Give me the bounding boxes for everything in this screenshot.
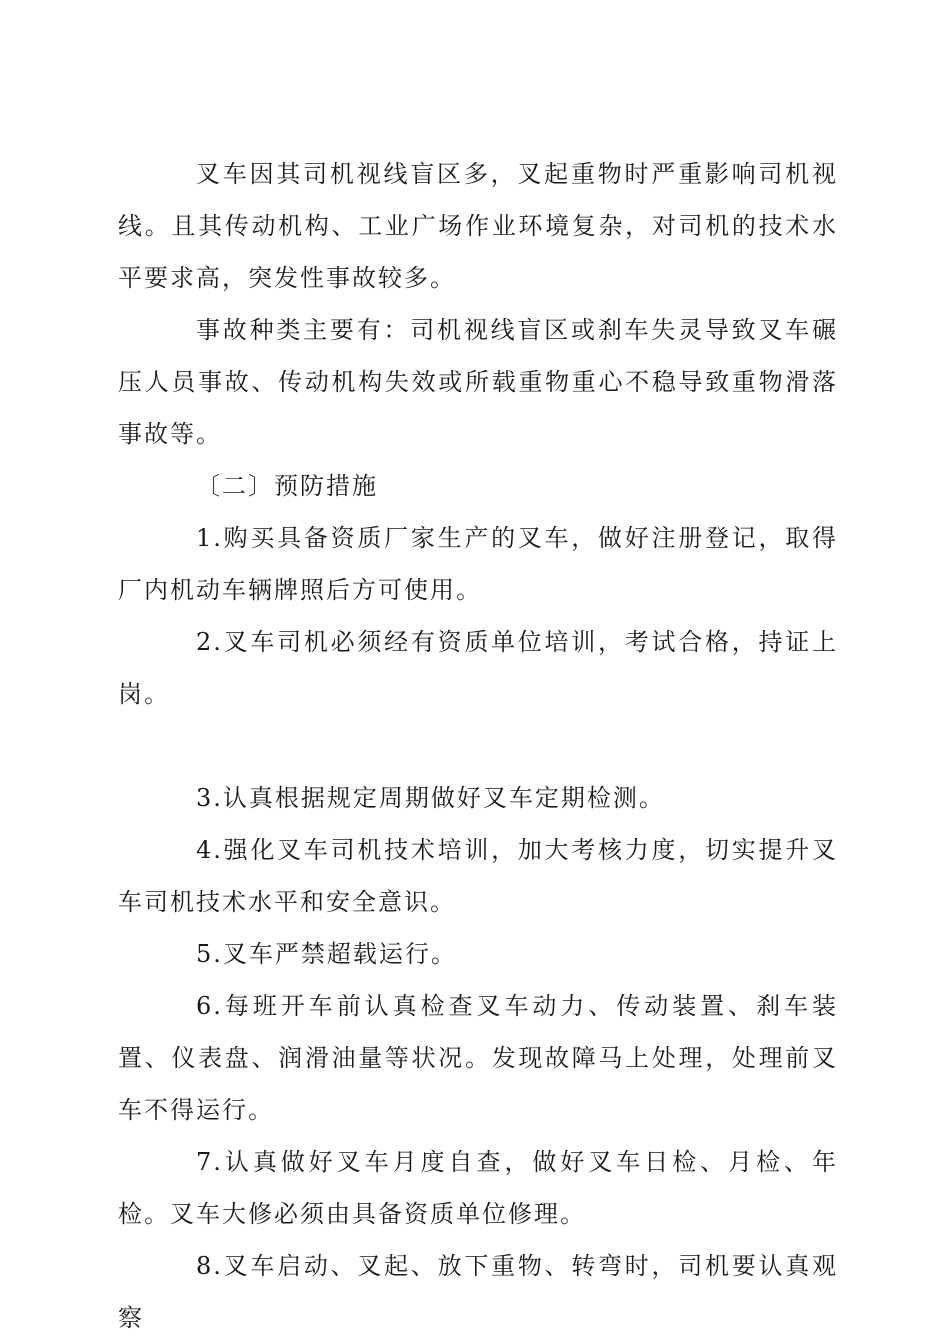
measure-4: 4.强化叉车司机技术培训，加大考核力度，切实提升叉车司机技术水平和安全意识。 — [118, 836, 838, 916]
document-page — [118, 148, 838, 1344]
paragraph-blind-spot: 叉车因其司机视线盲区多，叉起重物时严重影响司机视线。且其传动机构、工业广场作业环境复杂，对司机的技术水平要求高，突发性事故较多。 — [118, 160, 838, 292]
paragraph-accident-types: 事故种类主要有：司机视线盲区或刹车失灵导致叉车碾压人员事故、传动机构失效或所载重物重心不稳导致重物滑落事故等。 — [118, 316, 838, 448]
measure-2: 2.叉车司机必须经有资质单位培训，考试合格，持证上岗。 — [118, 628, 838, 708]
measure-6: 6.每班开车前认真检查叉车动力、传动装置、刹车装置、仪表盘、润滑油量等状况。发现故障马上处理，处理前叉车不得运行。 — [118, 992, 838, 1124]
measure-1: 1.购买具备资质厂家生产的叉车，做好注册登记，取得厂内机动车辆牌照后方可使用。 — [118, 524, 838, 604]
measure-8: 8.叉车启动、叉起、放下重物、转弯时，司机要认真观察 — [118, 1252, 838, 1332]
blank-line — [118, 720, 838, 772]
measure-5: 5.叉车严禁超载运行。 — [196, 940, 457, 968]
section-heading-prevention: 〔二〕预防措施 — [196, 472, 378, 500]
measure-3: 3.认真根据规定周期做好叉车定期检测。 — [196, 784, 665, 812]
measure-7: 7.认真做好叉车月度自查，做好叉车日检、月检、年检。叉车大修必须由具备资质单位修理。 — [118, 1148, 838, 1228]
